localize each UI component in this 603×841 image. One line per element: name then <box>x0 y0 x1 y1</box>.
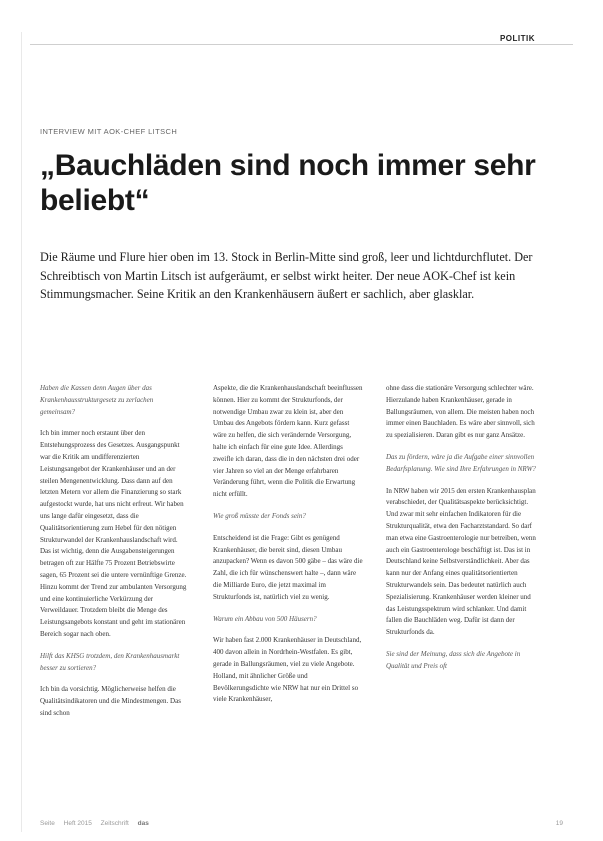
section-label: POLITIK <box>499 34 535 43</box>
article-headline: „Bauchläden sind noch immer sehr beliebt“ <box>40 149 536 217</box>
page-margin-line <box>21 32 22 832</box>
footer-item: Seite <box>40 820 55 827</box>
interview-question: Haben die Kassen denn Augen über das Krankenhausstrukturgesetz zu zerlachen gemeinsam? <box>40 384 154 416</box>
interview-question: Warum ein Abbau von 500 Häusern? <box>213 614 317 623</box>
interview-question: Wie groß müsste der Fonds sein? <box>213 511 306 520</box>
interview-question: Das zu fördern, wäre ja die Aufgabe einer sinnvollen Bedarfsplanung. Wie sind Ihre Erfahrungen in NRW? <box>386 452 536 473</box>
text-column-3 <box>386 383 536 683</box>
text-column-2 <box>213 383 363 716</box>
footer-info <box>40 820 156 827</box>
interview-answer: Ich bin da vorsichtig. Möglicherweise helfen die Qualitätsindikatoren und die Mindestmengen. Das sind schon <box>40 685 181 717</box>
text-column-1 <box>40 383 190 730</box>
interview-answer: ohne dass die stationäre Versorgung schlechter wäre. Hierzulande haben Krankenhäuser, gerade in Ballungsräumen, von allem. Die meisten haben noch immer einen Bauchladen. Es wäre aber sinnvoll, sich zu spezialisieren. Daran gibt es nur ganz Ansätze. <box>386 384 535 440</box>
interview-answer: Ich bin immer noch erstaunt über den Entstehungsprozess des Gesetzes. Ausgangspunkt war die Kritik am undifferenzierten Leistungsangebot der Krankenhäuser und an der steilen Mengenentwicklung. Dass dann auf den letzten Metern vor allem die Finanzierung so stark aufgestockt wurde, hat uns nicht erfreut. Wir haben uns lange dafür eingesetzt, dass die Qualitätsorientierung zum Hebel für den nötigen Strukturwandel der Krankenhauslandschaft wird. Das ist wichtig, denn die Ausgabensteigerungen betragen oft zur Hälfte 75 Prozent Betriebswirte sagen, 65 Prozent sei die untere vernünftige Grenze. Hinzu kommt der Trend zur ambulanten Versorgung und eine kontinuierliche Verkürzung der Verweildauer. Trotzdem bleibt die Menge des Leistungsangebots konstant und geht im stationären Bereich sogar nach oben. <box>40 429 187 638</box>
header-rule <box>30 44 573 45</box>
article-lead: Die Räume und Flure hier oben im 13. Stock in Berlin-Mitte sind groß, leer und lichtdurchflutet. Der Schreibtisch von Martin Litsch ist aufgeräumt, er selbst wirkt heiter. Der neue AOK-Chef ist kein Stimmungsmacher. Seine Kritik an den Krankenhäusern äußert er sachlich, aber glasklar. <box>40 250 533 302</box>
footer-item: Heft 2015 <box>63 820 92 827</box>
page-number: 19 <box>555 820 563 827</box>
interview-answer: In NRW haben wir 2015 den ersten Krankenhausplan verabschiedet, der Qualitätsaspekte berücksichtigt. Und zwar mit sehr einfachen Indikatoren für die Strukturqualität, etwa den Facharztstandard. So darf man etwa eine Gastroenterologie nur betreiben, wenn auch ein Gastroenterologe beschäftigt ist. Das ist in Deutschland keine Selbstverständlichkeit. Aber das kann nur der Anfang eines qualitätsorientierten Strukturwandels sein. Das bedeutet natürlich auch Spezialisierung. Krankenhäuser werden kleiner und das Leistungsspektrum wird schlanker. Und damit fallen die Bauchläden weg. Dafür ist dann der Strukturfonds da. <box>386 486 536 637</box>
interview-question: Sie sind der Meinung, dass sich die Angebote in Qualität und Preis oft <box>386 649 521 670</box>
interview-answer: Entscheidend ist die Frage: Gibt es genügend Krankenhäuser, die bereit sind, diesen Umbau anzupacken? Wenn es davon 500 gäbe – das wäre die Zahl, die ich für wünschenswert halte –, dann wäre die Milliarde Euro, die jetzt maximal im Strukturfonds ist, natürlich viel zu wenig. <box>213 533 363 601</box>
footer-brand: das <box>137 820 149 827</box>
interview-answer: Wir haben fast 2.000 Krankenhäuser in Deutschland, 400 davon allein in Nordrhein-Westfalen. Es gibt, gerade in Ballungsräumen, viel zu viele Angebote. Holland, mit ähnlicher Größe und Bevölkerungsdichte wie NRW hat nur ein Drittel so viele Krankenhäuser, <box>213 636 362 704</box>
article-kicker: INTERVIEW MIT AOK-CHEF LITSCH <box>40 127 178 136</box>
interview-question: Hilft das KHSG trotzdem, den Krankenhausmarkt besser zu sortieren? <box>40 651 180 672</box>
footer-item: Zeitschrift <box>100 820 129 827</box>
interview-answer: Aspekte, die die Krankenhauslandschaft beeinflussen können. Hier zu kommt der Strukturfonds, der notwendige Umbau zwar zu klein ist, aber den Umbau des Angebots fördern kann. Kurz gefasst wäre zu helfen, die sich verändernde Versorgung, halte ich einfach für eine gute Idee. Allerdings zweifle ich daran, dass die in den nächsten drei oder vier Jahren so viel an der Menge erfahrbaren Veränderung führt, wenn die Politik die Erwartung nicht erfüllt. <box>213 384 363 499</box>
